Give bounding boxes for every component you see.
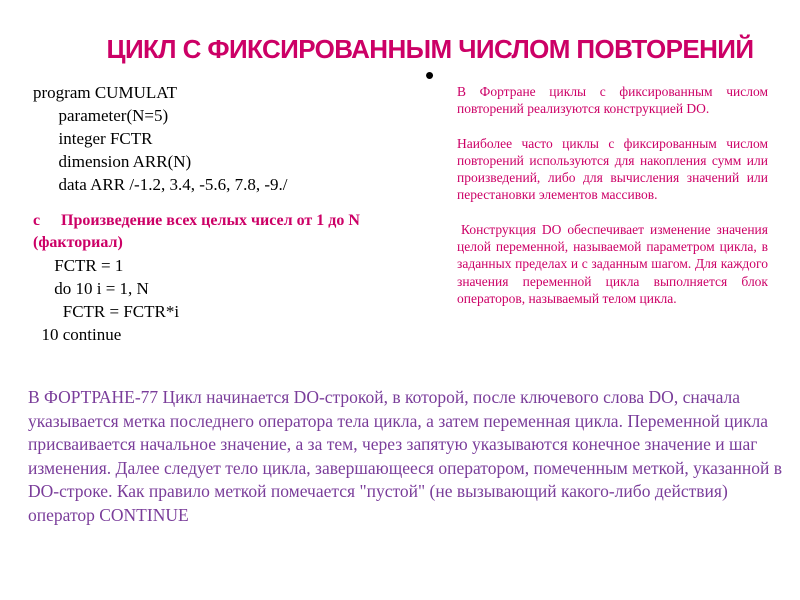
code-line: parameter(N=5) <box>33 106 169 125</box>
code-line: program CUMULAT <box>33 83 178 102</box>
side-paragraph-intro: В Фортране циклы с фиксированным числом повторений реализуются конструкцией DO. <box>457 84 768 117</box>
comment-marker: c <box>33 212 41 229</box>
bullet-dot: • <box>425 60 435 90</box>
code-spacer <box>33 196 428 210</box>
slide-title: ЦИКЛ С ФИКСИРОВАННЫМ ЧИСЛОМ ПОВТОРЕНИЙ <box>106 34 754 64</box>
side-paragraph-usage: Наиболее часто циклы с фиксированным числом повторений используются для накопления сумм или произведений, либо для вычисления значений или перестановки элементов массивов. <box>457 135 768 203</box>
code-line: FCTR = FCTR*i <box>33 302 180 321</box>
code-line: 10 continue <box>33 325 122 344</box>
code-comment <box>33 210 428 254</box>
code-line: FCTR = 1 <box>33 256 124 275</box>
fortran77-explanation: В ФОРТРАНЕ-77 Цикл начинается DO-строкой, в которой, после ключевого слова DO, сначала указывается метка последнего оператора тела цикла, а затем переменная цикла. Переменной цикла присваивается начальное значение, а за тем, через запятую указываются конечное значение и шаг изменения. Далее следует тело цикла, завершающееся оператором, помеченным меткой, указанной в DO-строке. Как правило меткой помечается "пустой" (не вызывающий какого-либо действия) оператор CONTINUE <box>28 387 783 525</box>
comment-text: Произведение всех целых чисел от 1 до N (факториал) <box>33 212 360 251</box>
code-line: data ARR /-1.2, 3.4, -5.6, 7.8, -9./ <box>33 175 288 194</box>
code-line: integer FCTR <box>33 129 153 148</box>
side-explanation <box>457 83 768 307</box>
side-paragraph-construct: Конструкция DO обеспечивает изменение значения целой переменной, называемой параметром цикла, в заданных пределах и с заданным шагом. Для каждого значения переменной цикла выполняется блок операторов, называемый телом цикла. <box>457 221 768 306</box>
code-line: do 10 i = 1, N <box>33 279 149 298</box>
code-line: dimension ARR(N) <box>33 152 192 171</box>
fortran-code-listing <box>33 81 428 346</box>
